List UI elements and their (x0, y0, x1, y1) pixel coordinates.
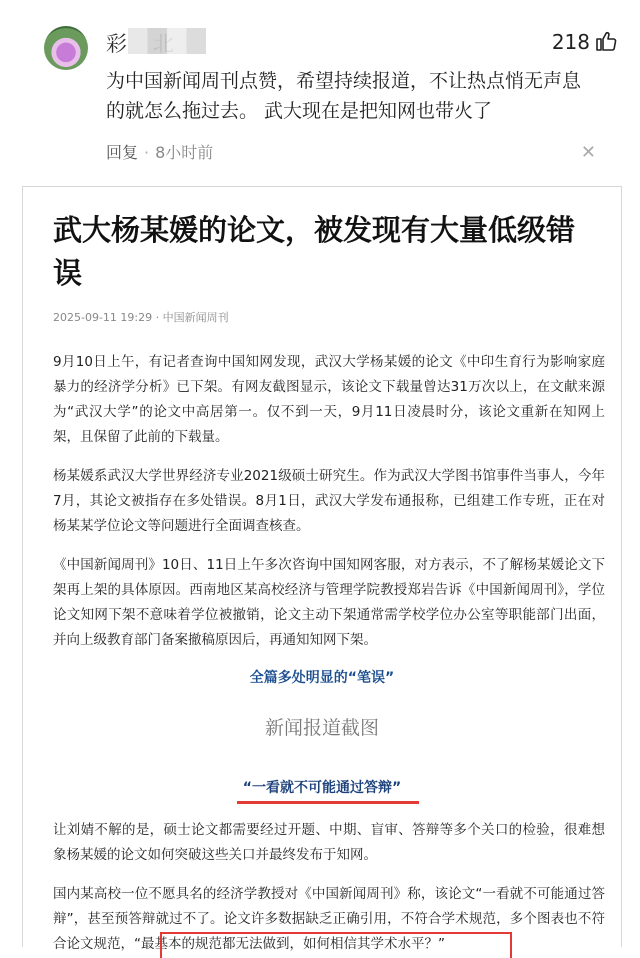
red-underline (237, 801, 419, 804)
screenshot-caption: 新闻报道截图 (264, 717, 379, 739)
article-paragraph-4: 让刘婧不解的是，硕士论文都需要经过开题、中期、盲审、答辩等多个关口的检验，很难想象杨某媛的论文如何突破这些关口并最终发布于知网。 (53, 822, 605, 863)
comment-meta (106, 140, 213, 163)
article-paragraph-2: 杨某媛系武汉大学世界经济专业2021级硕士研究生。作为武汉大学图书馆事件当事人，今年7月，其论文被指存在多处错误。8月1日，武汉大学发布通报称，已组建工作专班，正在对杨某某学位论文等问题进行全面调查核查。 (53, 468, 605, 534)
like-count: 218 (551, 30, 590, 54)
article-paragraph-3: 《中国新闻周刊》10日、11日上午多次咨询中国知网客服，对方表示，不了解杨某媛论文下架再上架的具体原因。西南地区某高校经济与管理学院教授郑岩告诉《中国新闻周刊》，学位论文知网下架不意味着学位被撤销，论文主动下架通常需学校学位办公室等职能部门出面，并向上级教育部门备案撤稿原因后，再通知知网下架。 (53, 557, 605, 648)
article-paragraph-1: 9月10日上午，有记者查询中国知网发现，武汉大学杨某媛的论文《中印生育行为影响家庭暴力的经济学分析》已下架。有网友截图显示，该论文下载量曾达31万次以上，在文献来源为“武汉大学”的论文中高居第一。仅不到一天，9月11日凌晨时分，该论文重新在知网上架，且保留了此前的下载量。 (53, 354, 605, 445)
article-paragraph-5: 国内某高校一位不愿具名的经济学教授对《中国新闻周刊》称，该论文“一看就不可能通过答辩”，甚至预答辩就过不了。论文许多数据缺乏正确引用，不符合学术规范，多个图表也不符合论文规范，“最基本的规范都无法做到，如何相信其学术水平？” (53, 886, 605, 952)
reply-button[interactable]: 回复 (106, 143, 139, 162)
comment-time: 8小时前 (155, 143, 214, 162)
avatar[interactable] (44, 26, 88, 70)
thumbs-up-icon[interactable] (594, 29, 618, 53)
close-icon[interactable]: ✕ (580, 142, 596, 163)
comment-text: 为中国新闻周刊点赞，希望持续报道，不让热点悄无声息的就怎么拖过去。 武大现在是把知网也带火了 (106, 70, 582, 122)
username-blur-mosaic (128, 28, 206, 54)
username-first-char: 彩 (106, 32, 127, 56)
article-date: 2025-09-11 19:29 · 中国新闻周刊 (53, 311, 229, 324)
comment-card (0, 0, 640, 185)
article-screenshot (22, 186, 622, 952)
quote-heading: “一看就不可能通过答辩” (242, 780, 402, 796)
article-title: 武大杨某媛的论文，被发现有大量低级错误 (53, 213, 576, 290)
section-heading: 全篇多处明显的“笔误” (249, 670, 395, 686)
meta-separator: · (144, 143, 150, 162)
red-highlight-box (160, 932, 512, 958)
